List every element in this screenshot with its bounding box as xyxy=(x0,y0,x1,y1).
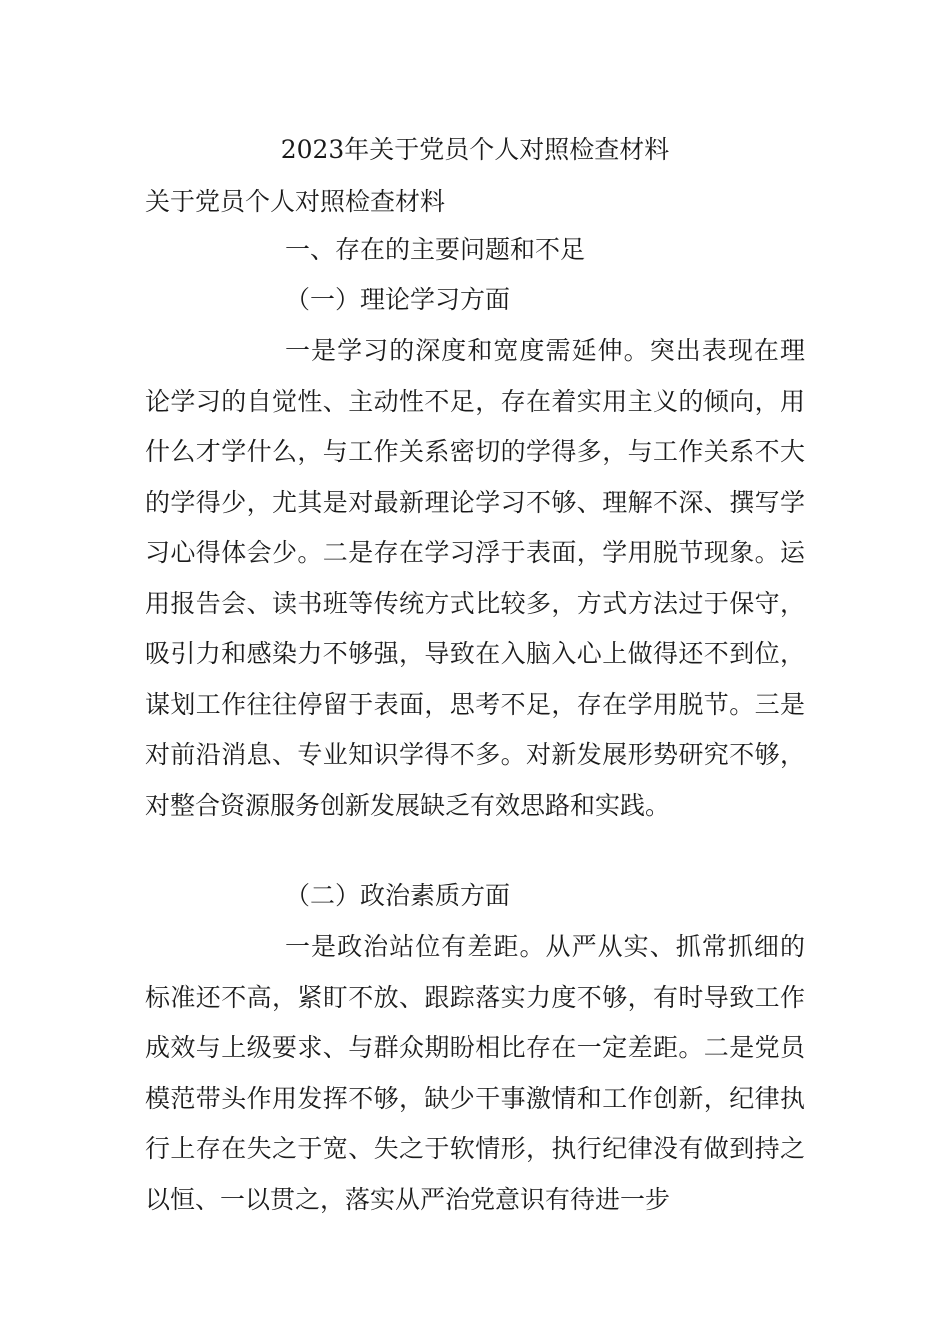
subsection-heading-theory-study: （一）理论学习方面 xyxy=(285,285,511,314)
paragraph-political-quality: 一是政治站位有差距。从严从实、抓常抓细的标准还不高，紧盯不放、跟踪落实力度不够，有时导致工作成效与上级要求、与群众期盼相比存在一定差距。二是党员模范带头作用发挥不够，缺少干事激情和工作创新，纪律执行上存在失之于宽、失之于软情形，执行纪律没有做到持之以恒、一以贯之，落实从严治党意识有待进一步 xyxy=(145,932,805,1214)
paragraph-theory-study: 一是学习的深度和宽度需延伸。突出表现在理论学习的自觉性、主动性不足，存在着实用主义的倾向，用什么才学什么，与工作关系密切的学得多，与工作关系不大的学得少，尤其是对最新理论学习不够、理解不深、撰写学习心得体会少。二是存在学习浮于表面，学用脱节现象。运用报告会、读书班等传统方式比较多，方式方法过于保守，吸引力和感染力不够强，导致在入脑入心上做得还不到位，谋划工作往往停留于表面，思考不足，存在学用脱节。三是对前沿消息、专业知识学得不多。对新发展形势研究不够，对整合资源服务创新发展缺乏有效思路和实践。 xyxy=(145,336,805,820)
section-heading-main-problems: 一、存在的主要问题和不足 xyxy=(285,235,586,264)
subsection-heading-political-quality: （二）政治素质方面 xyxy=(285,881,511,910)
document-title: 2023年关于党员个人对照检查材料 xyxy=(280,135,670,164)
document-subtitle: 关于党员个人对照检查材料 xyxy=(145,187,446,216)
